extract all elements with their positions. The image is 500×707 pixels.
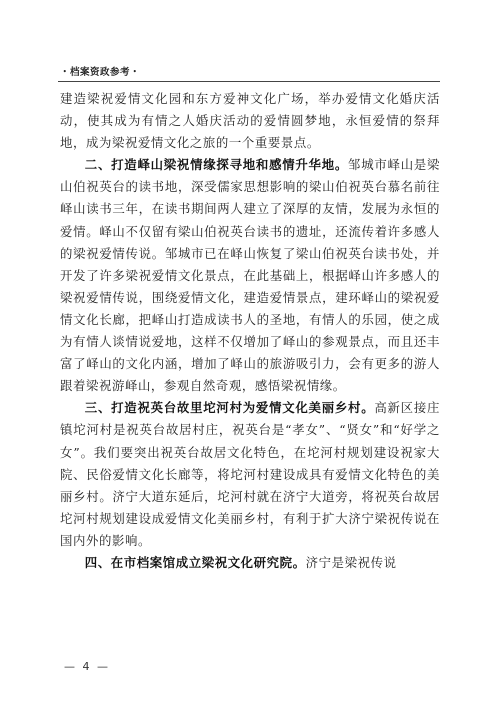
paragraph-4-text: 济宁是梁祝传说 bbox=[305, 554, 397, 570]
paragraph-4-heading: 四、在市档案馆成立梁祝文化研究院。 bbox=[84, 554, 306, 570]
paragraph-2 bbox=[60, 154, 440, 397]
paragraph-1 bbox=[60, 88, 440, 154]
document-body bbox=[60, 88, 440, 574]
header-divider bbox=[58, 81, 440, 82]
paragraph-2-heading: 二、打造峄山梁祝情缘探寻地和感情升华地。 bbox=[84, 157, 349, 173]
page-number: — 4 — bbox=[64, 660, 110, 673]
paragraph-1-text: 建造梁祝爱情文化园和东方爱神文化广场，举办爱情文化婚庆活动，使其成为有情之人婚庆活动的爱情圆梦地，永恒爱情的祭拜地，成为梁祝爱情文化之旅的一个重要景点。 bbox=[60, 91, 440, 151]
paragraph-2-text: 邹城市峄山是梁山伯祝英台的读书地，深受儒家思想影响的梁山伯祝英台慕名前往峄山读书三年，在读书期间两人建立了深厚的友情，发展为永恒的爱情。峄山不仅留有梁山伯祝英台读书的遗址，还流传着许多感人的梁祝爱情传说。邹城市已在峄山恢复了梁山伯祝英台读书处，并开发了许多梁祝爱情文化景点，在此基础上，根据峄山许多感人的梁祝爱情传说，围绕爱情文化，建造爱情景点，建环峄山的梁祝爱情文化长廊，把峄山打造成读书人的圣地，有情人的乐园，使之成为有情人谈情说爱地，这样不仅增加了峄山的参观景点，而且还丰富了峄山的文化内涵，增加了峄山的旅游吸引力，会有更多的游人跟着梁祝游峄山，参观自然奇观，感悟梁祝情缘。 bbox=[60, 157, 441, 394]
paragraph-3-text: 高新区接庄镇坨河村是祝英台故居村庄，祝英台是“孝女”、“贤女”和“好学之女”。我们要突出祝英台故居文化特色，在坨河村规划建设祝家大院、民俗爱情文化长廊等，将坨河村建设成具有爱情文化特色的美丽乡村。济宁大道东延后，坨河村就在济宁大道旁，将祝英台故居坨河村规划建设成爱情文化美丽乡村，有利于扩大济宁梁祝传说在国内外的影响。 bbox=[60, 400, 440, 548]
paragraph-3-heading: 三、打造祝英台故里坨河村为爱情文化美丽乡村。 bbox=[84, 400, 375, 416]
document-header: ・档案资政参考・ bbox=[60, 67, 141, 78]
paragraph-3 bbox=[60, 397, 440, 552]
paragraph-4 bbox=[60, 552, 440, 574]
